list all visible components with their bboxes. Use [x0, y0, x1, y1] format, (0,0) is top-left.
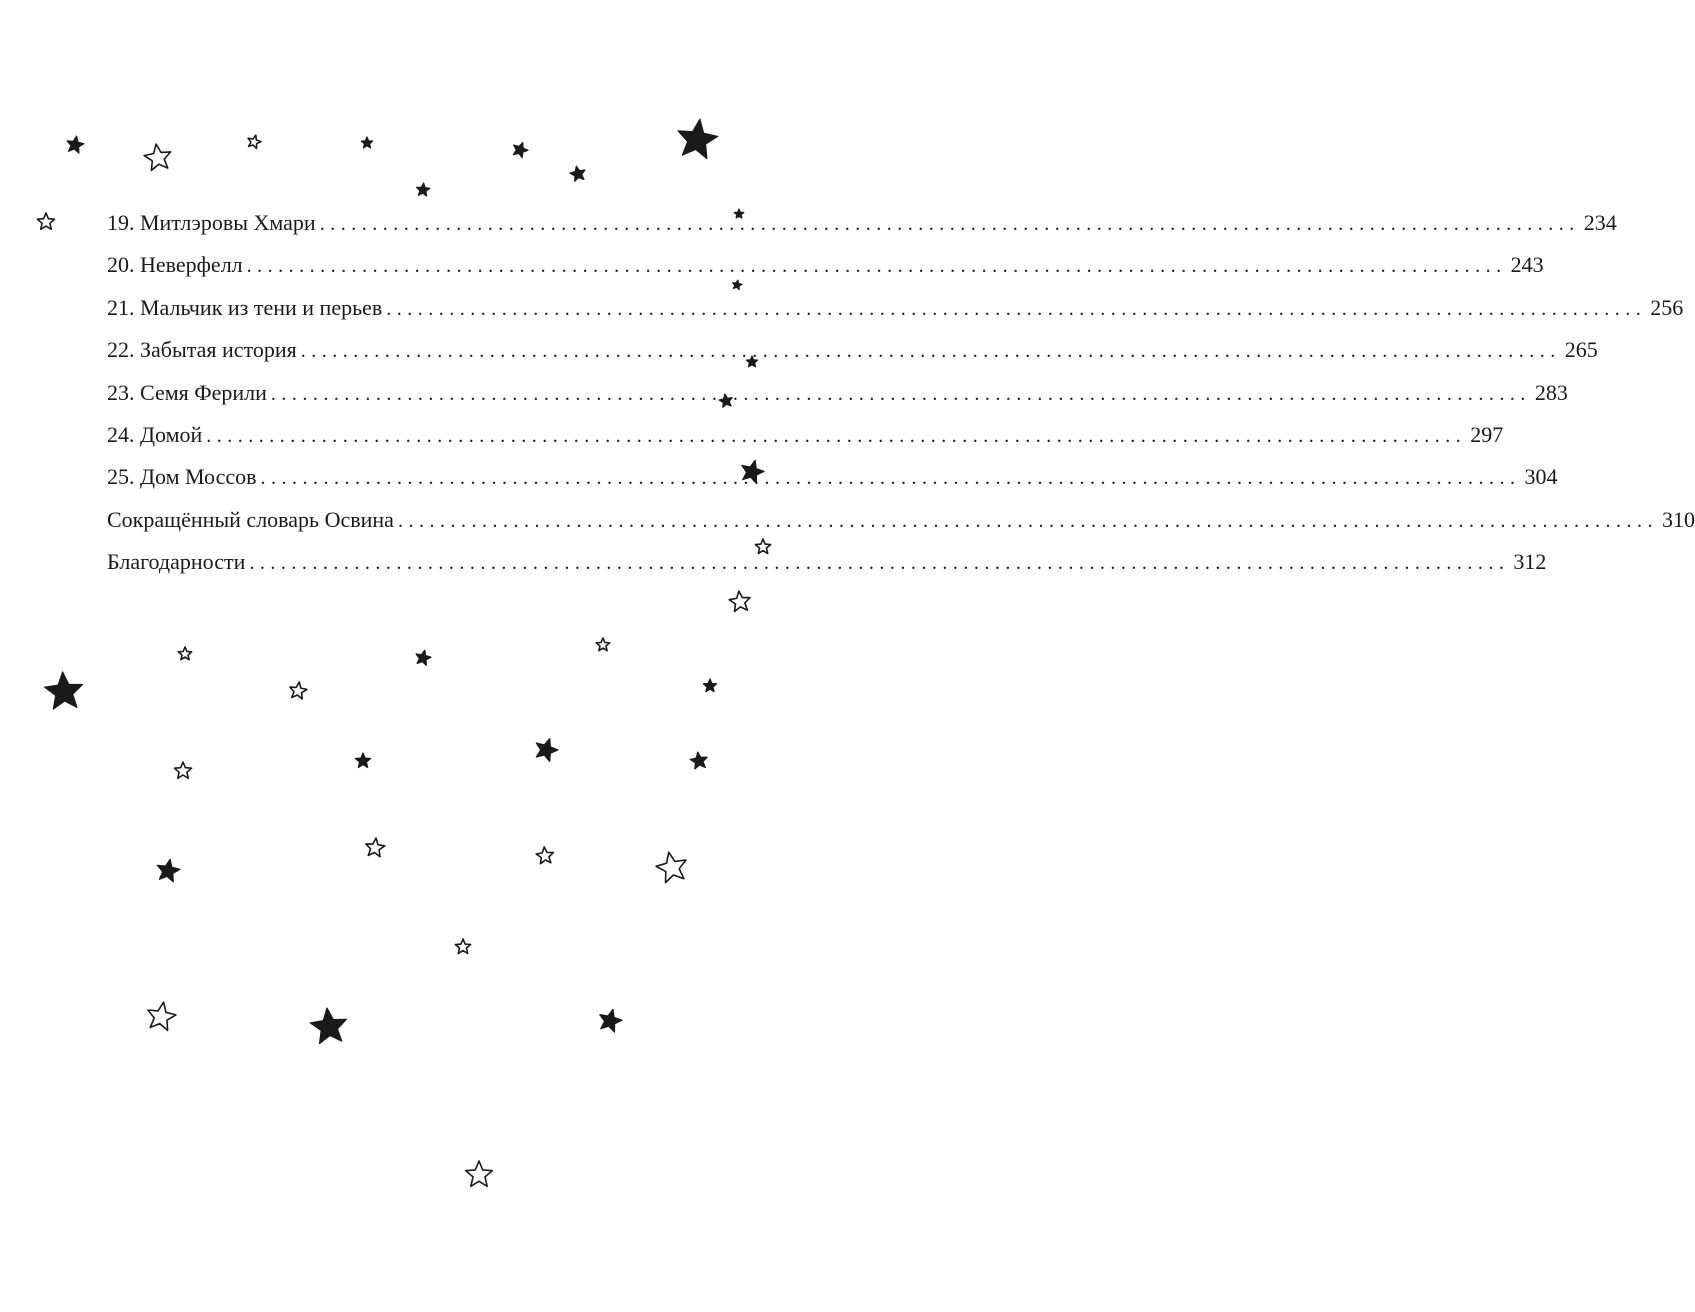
star-icon: [600, 1009, 622, 1032]
toc-entry-page: 256: [1650, 294, 1684, 320]
star-icon: [37, 213, 54, 229]
toc-entry: [107, 499, 1695, 541]
star-icon: [174, 762, 191, 778]
star-decorations: [0, 0, 845, 1312]
star-icon: [144, 144, 170, 170]
toc-entry: [107, 329, 1598, 371]
toc-leader-dots: ........................................................................................................................: [386, 297, 1647, 320]
toc-entry: [107, 414, 1504, 456]
toc-entry-page: 283: [1534, 379, 1568, 405]
toc-entry-title: Благодарности: [107, 549, 246, 575]
star-icon: [417, 183, 430, 196]
toc-entry: [107, 244, 1544, 286]
toc-entry-page: 310: [1661, 506, 1695, 532]
toc-entry: [107, 456, 1558, 498]
toc-entry-title: 21. Мальчик из тени и перьев: [107, 294, 383, 320]
star-icon: [178, 647, 191, 660]
toc-entry: [107, 541, 1547, 583]
star-icon: [290, 682, 307, 699]
toc-leader-dots: ........................................................................................................................: [300, 340, 1561, 363]
toc-entry: [107, 287, 1684, 329]
toc-entry: [107, 372, 1568, 414]
star-icon: [45, 672, 83, 709]
toc-leader-dots: ........................................................................................................................: [206, 424, 1467, 447]
toc-entry-title: 24. Домой: [107, 421, 203, 447]
star-icon: [690, 752, 707, 769]
star-icon: [596, 638, 609, 651]
toc-entry-title: 22. Забытая история: [107, 337, 297, 363]
toc-leader-dots: ........................................................................................................................: [249, 552, 1510, 575]
toc-entry-page: 234: [1583, 210, 1617, 235]
star-icon: [157, 859, 180, 882]
toc-entry-page: 243: [1510, 252, 1544, 278]
star-icon: [678, 119, 718, 158]
star-icon: [466, 1161, 493, 1186]
star-icon: [455, 939, 470, 954]
toc-entry-title: 23. Семя Ферили: [107, 379, 267, 405]
star-icon: [355, 753, 370, 768]
toc-leader-dots: ........................................................................................................................: [246, 255, 1507, 278]
star-icon: [729, 591, 750, 611]
toc-leader-dots: ........................................................................................................................: [260, 467, 1521, 490]
star-icon: [416, 650, 431, 665]
star-icon: [703, 679, 716, 692]
toc-entry-title: 19. Митлэровы Хмари: [107, 210, 316, 235]
star-icon: [366, 838, 385, 857]
toc-entry: [107, 202, 1617, 244]
toc-entry-title: Сокращённый словарь Освина: [107, 506, 394, 532]
toc-entry-page: 265: [1564, 337, 1598, 363]
toc-leader-dots: ........................................................................................................................: [397, 509, 1658, 532]
star-icon: [310, 1008, 346, 1043]
toc-leader-dots: ........................................................................................................................: [270, 382, 1531, 405]
star-icon: [513, 143, 528, 158]
star-icon: [570, 166, 585, 181]
star-icon: [536, 847, 553, 864]
toc-leader-dots: ........................................................................................................................: [319, 213, 1580, 235]
star-icon: [536, 739, 558, 762]
toc-entry-title: 20. Неверфелл: [107, 252, 243, 278]
toc-entry-page: 312: [1513, 549, 1547, 575]
star-icon: [248, 135, 261, 148]
toc-entry-page: 297: [1470, 421, 1504, 447]
toc-entry-page: 304: [1524, 464, 1558, 490]
star-icon: [361, 137, 372, 148]
toc-entry-title: 25. Дом Моссов: [107, 464, 257, 490]
star-icon: [148, 1002, 176, 1030]
star-icon: [67, 136, 84, 153]
table-of-contents: [107, 202, 1695, 584]
star-icon: [656, 852, 686, 882]
